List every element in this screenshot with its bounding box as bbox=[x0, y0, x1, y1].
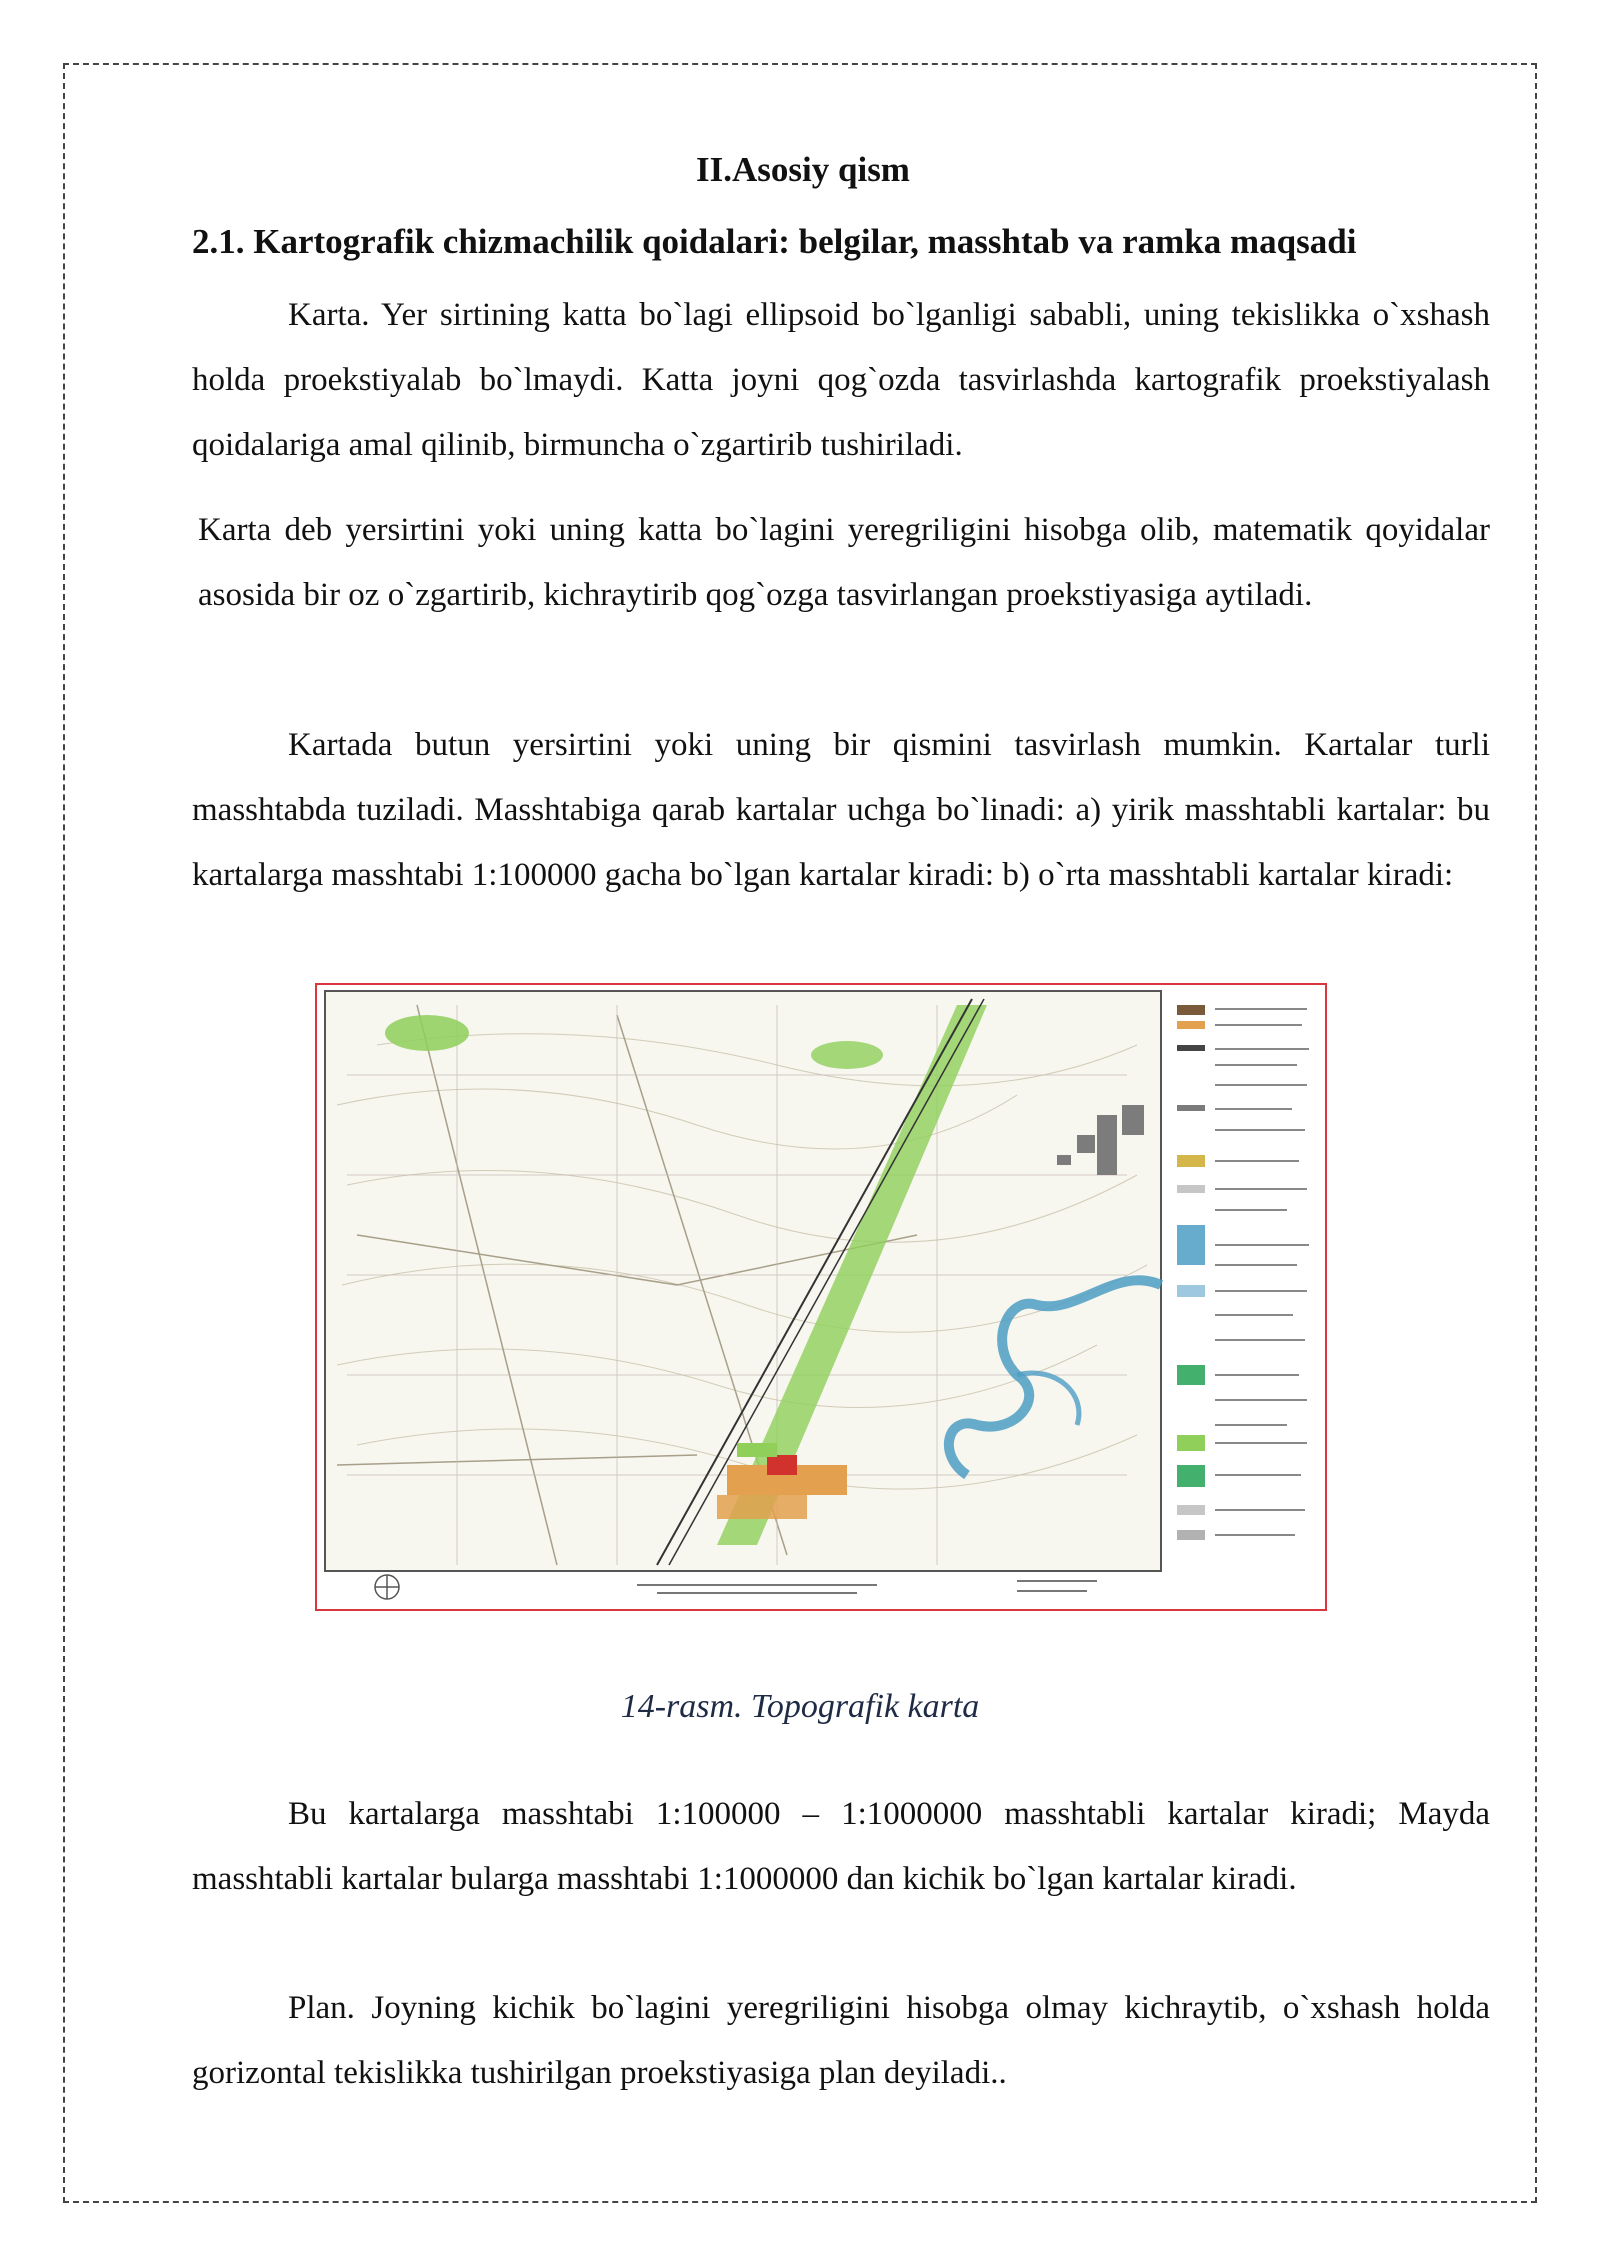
paragraph-karta-definition: Karta. Yer sirtining katta bo`lagi ellipsoid bo`lganligi sababli, uning tekislikka o`xshash holda proekstiyalab bo`lmaydi. Katta joyni qog`ozda tasvirlashda kartografik proekstiyalash qoidalariga amal qilinib, birmuncha o`zgartirib tushiriladi. bbox=[192, 297, 1490, 463]
paragraph-1-block bbox=[192, 283, 1490, 478]
paragraph-5-block bbox=[192, 1976, 1490, 2106]
section-title: II.Asosiy qism bbox=[696, 150, 910, 189]
paragraph-2-block bbox=[198, 498, 1490, 628]
paragraph-3-block bbox=[192, 713, 1490, 908]
subsection-heading: 2.1. Kartografik chizmachilik qoidalari: belgilar, masshtab va ramka maqsadi bbox=[192, 222, 1357, 261]
paragraph-4-block bbox=[192, 1782, 1490, 1912]
topographic-map-figure bbox=[315, 983, 1327, 1611]
paragraph-plan: Plan. Joyning kichik bo`lagini yeregriligini hisobga olmay kichraytib, o`xshash holda gorizontal tekislikka tushirilgan proekstiyasiga plan deyiladi.. bbox=[192, 1990, 1490, 2091]
subsection-heading-block bbox=[192, 222, 1490, 262]
paragraph-orta-masshtab: Bu kartalarga masshtabi 1:100000 – 1:1000000 masshtabli kartalar kiradi; Mayda masshtabli kartalar bularga masshtabi 1:1000000 dan kichik bo`lgan kartalar kiradi. bbox=[192, 1796, 1490, 1897]
paragraph-kartada: Kartada butun yersirtini yoki uning bir qismini tasvirlash mumkin. Kartalar turli masshtabda tuziladi. Masshtabiga qarab kartalar uchga bo`linadi: a) yirik masshtabli kartalar: bu kartalarga masshtabi 1:100000 gacha bo`lgan kartalar kiradi: b) o`rta masshtabli kartalar kiradi: bbox=[192, 727, 1490, 893]
topographic-map-image bbox=[317, 985, 1325, 1609]
figure-caption: 14-rasm. Topografik karta bbox=[620, 1688, 980, 1725]
paragraph-karta-deb: Karta deb yersirtini yoki uning katta bo`lagini yeregriligini hisobga olib, matematik qoyidalar asosida bir oz o`zgartirib, kichraytirib qog`ozga tasvirlangan proekstiyasiga aytiladi. bbox=[198, 512, 1490, 613]
